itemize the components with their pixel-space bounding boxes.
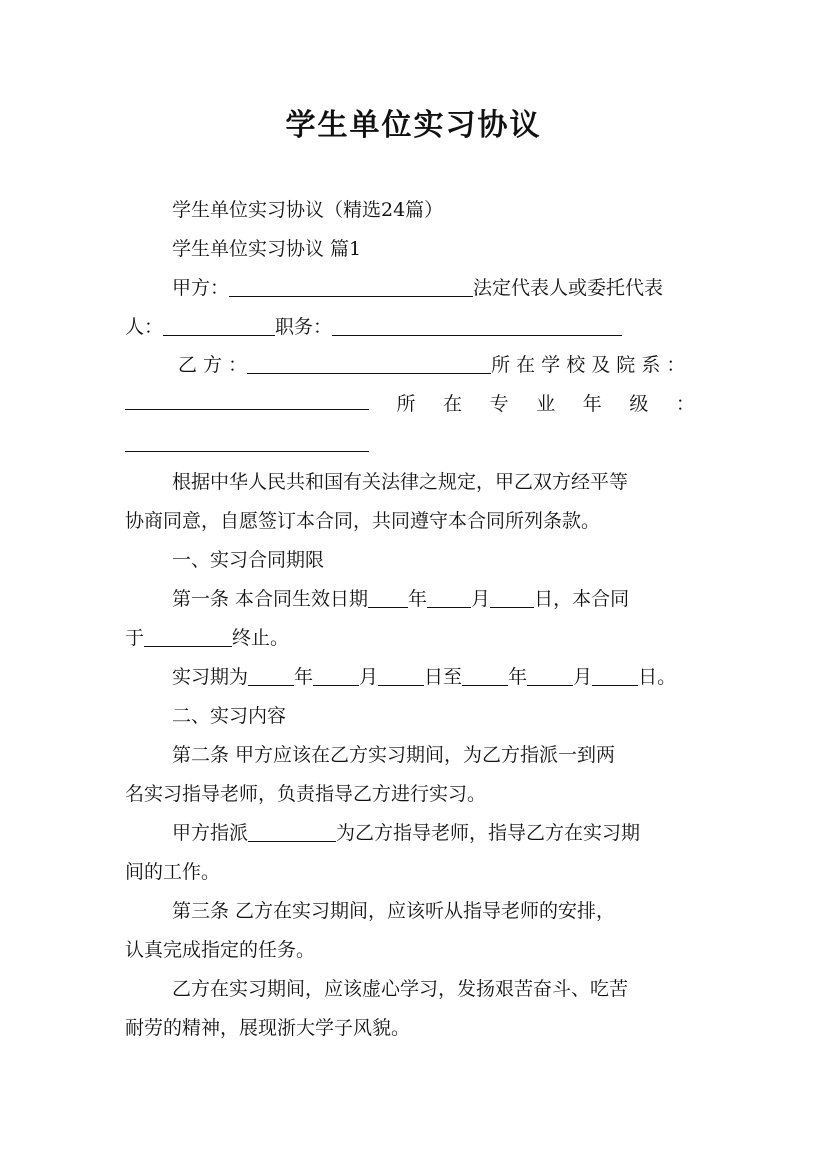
article-3-line-a: 第三条 乙方在实习期间，应该听从指导老师的安排， bbox=[172, 900, 616, 922]
period-line bbox=[172, 662, 676, 692]
day-blank bbox=[490, 587, 534, 608]
month-label: 月 bbox=[471, 588, 491, 610]
year-blank bbox=[368, 587, 408, 608]
rep-blank bbox=[163, 315, 275, 336]
year-label: 年 bbox=[408, 588, 428, 610]
major-char: 所 bbox=[396, 393, 416, 415]
school-major-line bbox=[125, 389, 695, 419]
start-year-blank bbox=[248, 665, 294, 686]
party-a-label: 甲方： bbox=[172, 277, 230, 299]
article-2-line-a: 第二条 甲方应该在乙方实习期间，为乙方指派一到两 bbox=[172, 744, 616, 766]
end-day-blank bbox=[592, 665, 638, 686]
period-end: 日。 bbox=[638, 666, 677, 688]
assign-line-a bbox=[172, 818, 640, 848]
major-char: 年 bbox=[582, 393, 602, 415]
major-char: ： bbox=[675, 393, 695, 415]
paragraph-last-a: 乙方在实习期间，应该虚心学习，发扬艰苦奋斗、吃苦 bbox=[172, 978, 629, 1000]
major-char: 业 bbox=[536, 393, 556, 415]
position-label: 职务： bbox=[275, 316, 333, 338]
party-a-rep-label: 法定代表人或委托代表 bbox=[473, 277, 664, 299]
year-label: 年 bbox=[294, 666, 314, 688]
party-a-line bbox=[172, 273, 663, 303]
document-title: 学生单位实习协议 bbox=[285, 108, 542, 143]
major-blank bbox=[125, 431, 369, 452]
end-year-blank bbox=[462, 665, 508, 686]
position-blank bbox=[332, 315, 622, 336]
paragraph-1a: 根据中华人民共和国有关法律之规定，甲乙双方经平等 bbox=[172, 471, 629, 493]
school-blank bbox=[125, 389, 369, 410]
start-month-blank bbox=[313, 665, 359, 686]
heading-1: 一、实习合同期限 bbox=[172, 549, 325, 571]
major-char: 级 bbox=[629, 393, 649, 415]
school-label: 所 在 学 校 及 院 系 ： bbox=[491, 354, 686, 376]
article-1-tail: ，本合同 bbox=[553, 588, 630, 610]
party-b-blank bbox=[247, 353, 491, 374]
party-a-rep-line bbox=[125, 312, 622, 342]
party-b-label: 乙 方 ： bbox=[178, 354, 248, 376]
assign-text: 为乙方指导老师，指导乙方在实习期 bbox=[336, 822, 641, 844]
party-a-blank bbox=[229, 276, 473, 297]
teacher-blank bbox=[248, 821, 336, 842]
article-1-end: 终止。 bbox=[232, 627, 290, 649]
heading-2: 二、实习内容 bbox=[172, 705, 287, 727]
assign-label: 甲方指派 bbox=[172, 822, 249, 844]
major-char: 在 bbox=[443, 393, 463, 415]
article-1-line-b bbox=[125, 623, 289, 653]
period-label: 实习期为 bbox=[172, 666, 249, 688]
month-label: 月 bbox=[573, 666, 593, 688]
period-to: 日至 bbox=[424, 666, 463, 688]
article-3-line-b: 认真完成指定的任务。 bbox=[125, 939, 316, 961]
month-blank bbox=[427, 587, 471, 608]
article-2-line-b: 名实习指导老师，负责指导乙方进行实习。 bbox=[125, 783, 487, 805]
assign-line-b: 间的工作。 bbox=[125, 861, 221, 883]
section-heading: 学生单位实习协议 篇1 bbox=[172, 238, 362, 260]
paragraph-last-b: 耐劳的精神，展现浙大学子风貌。 bbox=[125, 1017, 411, 1039]
paragraph-1b: 协商同意，自愿签订本合同，共同遵守本合同所列条款。 bbox=[125, 510, 601, 532]
article-1-prefix: 于 bbox=[125, 627, 145, 649]
party-b-line bbox=[178, 350, 685, 380]
end-date-blank bbox=[144, 626, 232, 647]
month-label: 月 bbox=[359, 666, 379, 688]
start-day-blank bbox=[378, 665, 424, 686]
end-month-blank bbox=[527, 665, 573, 686]
major-blank-line bbox=[125, 428, 369, 458]
party-a-rep-label-cont: 人： bbox=[125, 316, 164, 338]
article-1-line-a bbox=[172, 584, 629, 614]
year-label: 年 bbox=[508, 666, 528, 688]
major-char: 专 bbox=[489, 393, 509, 415]
subtitle-line: 学生单位实习协议（精选24篇） bbox=[172, 199, 444, 221]
article-1-text: 第一条 本合同生效日期 bbox=[172, 588, 369, 610]
day-label: 日 bbox=[534, 588, 554, 610]
